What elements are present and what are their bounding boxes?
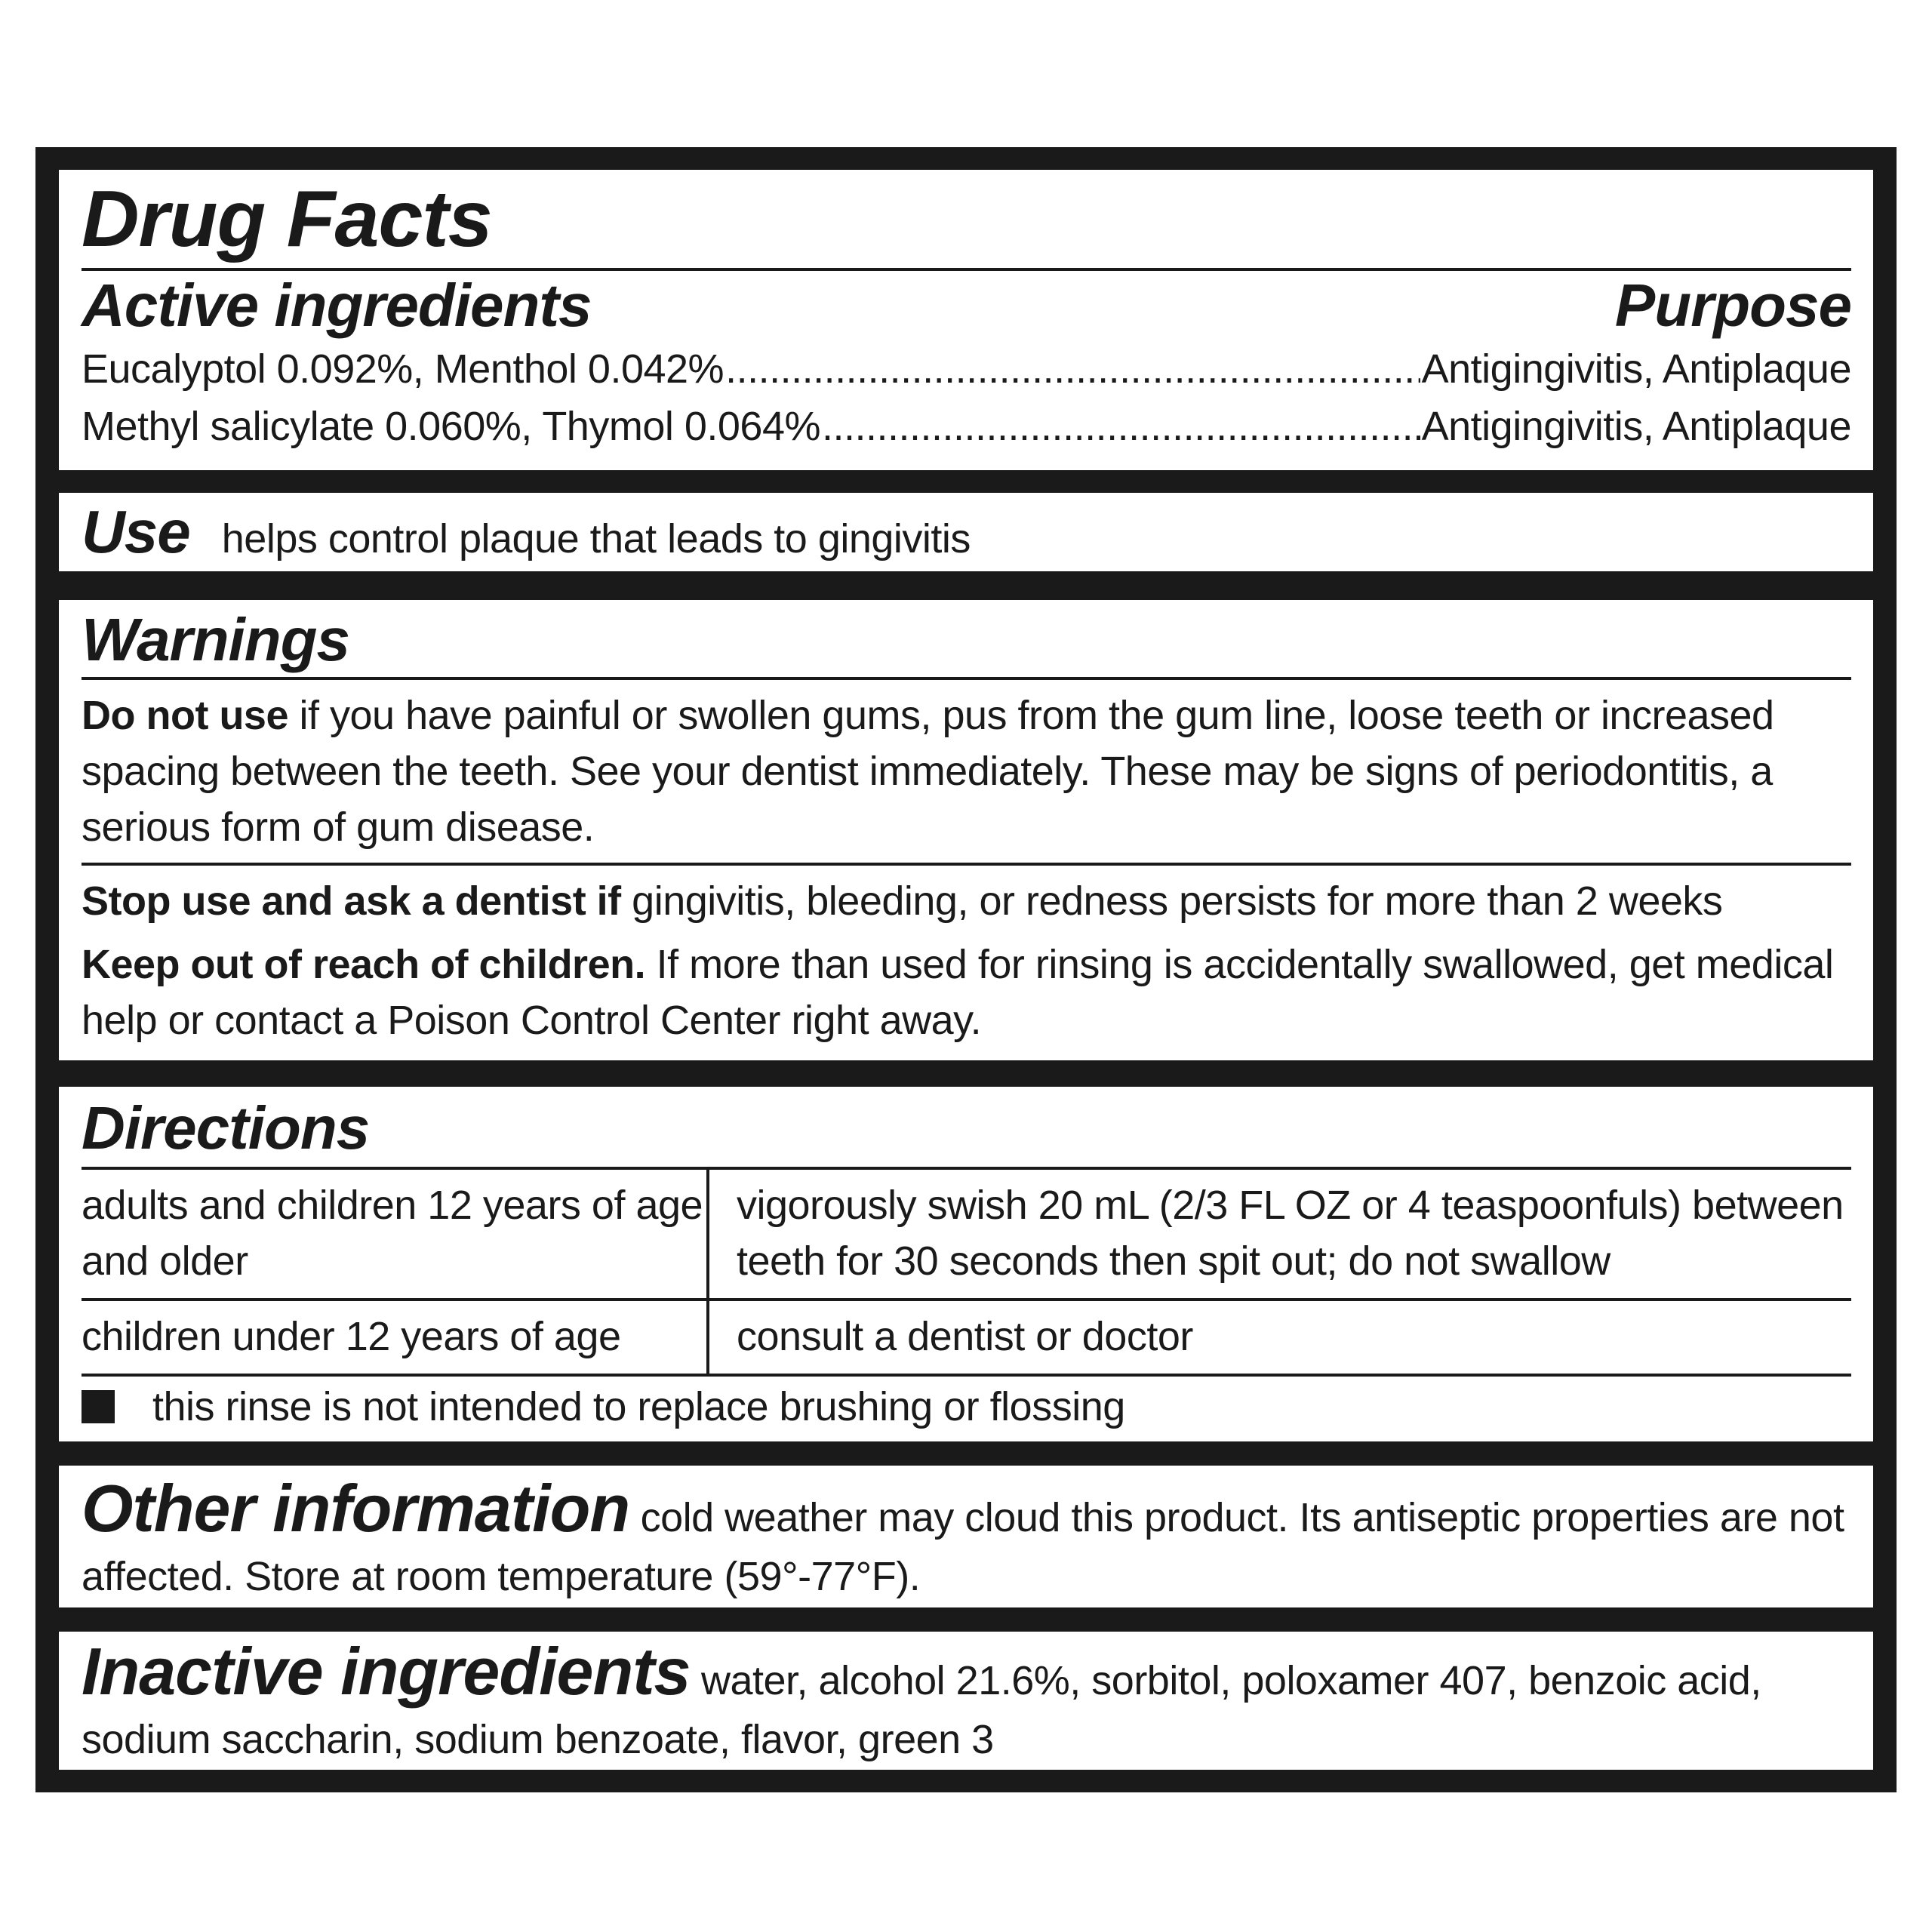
table-row — [82, 1170, 1851, 1300]
stop-use-warning — [82, 866, 1851, 937]
stop-use-label: Stop use and ask a dentist if — [82, 878, 621, 924]
purpose-heading: Purpose — [1614, 272, 1851, 339]
use-heading: Use — [82, 498, 190, 565]
directions-note-text: this rinse is not intended to replace brushing or flossing — [152, 1384, 1125, 1429]
keep-out-warning — [82, 937, 1851, 1056]
table-row — [82, 1300, 1851, 1375]
other-information-panel — [59, 1466, 1873, 1607]
ingredient-purpose: Antigingivitis, Antiplaque — [1421, 346, 1851, 392]
inactive-ingredients-text: water, alcohol 21.6%, sorbitol, poloxamer 407, benzoic acid, sodium saccharin, sodium benzoate, flavor, green 3 — [82, 1658, 1761, 1762]
square-bullet-icon — [82, 1390, 115, 1423]
directions-panel — [59, 1087, 1873, 1441]
other-information-paragraph — [82, 1466, 1851, 1606]
use-panel — [59, 493, 1873, 571]
ingredient-name: Methyl salicylate 0.060%, Thymol 0.064% — [82, 404, 820, 449]
directions-who: children under 12 years of age — [82, 1300, 708, 1375]
other-information-text: cold weather may cloud this product. Its antiseptic properties are not affected. Store at room temperature (59°-77°F). — [82, 1495, 1844, 1599]
warnings-heading: Warnings — [82, 606, 350, 673]
active-ingredients-panel — [59, 170, 1873, 470]
directions-what: vigorously swish 20 mL (2/3 FL OZ or 4 teaspoonfuls) between teeth for 30 seconds then spit out; do not swallow — [708, 1170, 1851, 1300]
inactive-ingredients-heading: Inactive ingredients — [82, 1634, 691, 1709]
active-ingredients-header — [82, 271, 1851, 340]
keep-out-label: Keep out of reach of children. — [82, 942, 646, 987]
directions-note — [82, 1377, 1851, 1437]
active-ingredient-row — [82, 340, 1851, 398]
directions-heading: Directions — [82, 1094, 370, 1161]
directions-table — [82, 1170, 1851, 1377]
do-not-use-label: Do not use — [82, 693, 288, 738]
inactive-ingredients-panel — [59, 1632, 1873, 1770]
ingredient-purpose: Antigingivitis, Antiplaque — [1421, 404, 1851, 449]
do-not-use-text: if you have painful or swollen gums, pus from the gum line, loose teeth or increased spacing between the teeth. See your dentist immediately. These may be signs of periodontitis, a serious form of gum disease. — [82, 693, 1774, 850]
directions-what: consult a dentist or doctor — [708, 1300, 1851, 1375]
stop-use-text: gingivitis, bleeding, or redness persists for more than 2 weeks — [620, 878, 1723, 924]
use-text: helps control plaque that leads to gingivitis — [221, 516, 971, 561]
do-not-use-warning — [82, 680, 1851, 863]
use-line — [82, 493, 1851, 571]
drug-facts-title: Drug Facts — [82, 174, 492, 263]
leader-dots — [725, 340, 1420, 398]
drug-facts-frame — [35, 147, 1897, 1792]
inactive-ingredients-paragraph — [82, 1632, 1851, 1769]
directions-who: adults and children 12 years of age and older — [82, 1170, 708, 1300]
warnings-panel — [59, 600, 1873, 1060]
ingredient-name: Eucalyptol 0.092%, Menthol 0.042% — [82, 346, 724, 392]
other-information-heading: Other information — [82, 1471, 630, 1546]
active-ingredient-row — [82, 398, 1851, 455]
active-ingredients-heading: Active ingredients — [82, 272, 592, 339]
keep-out-text: If more than used for rinsing is accidentally swallowed, get medical help or contact a Poison Control Center right away. — [82, 942, 1834, 1043]
leader-dots — [822, 398, 1420, 455]
